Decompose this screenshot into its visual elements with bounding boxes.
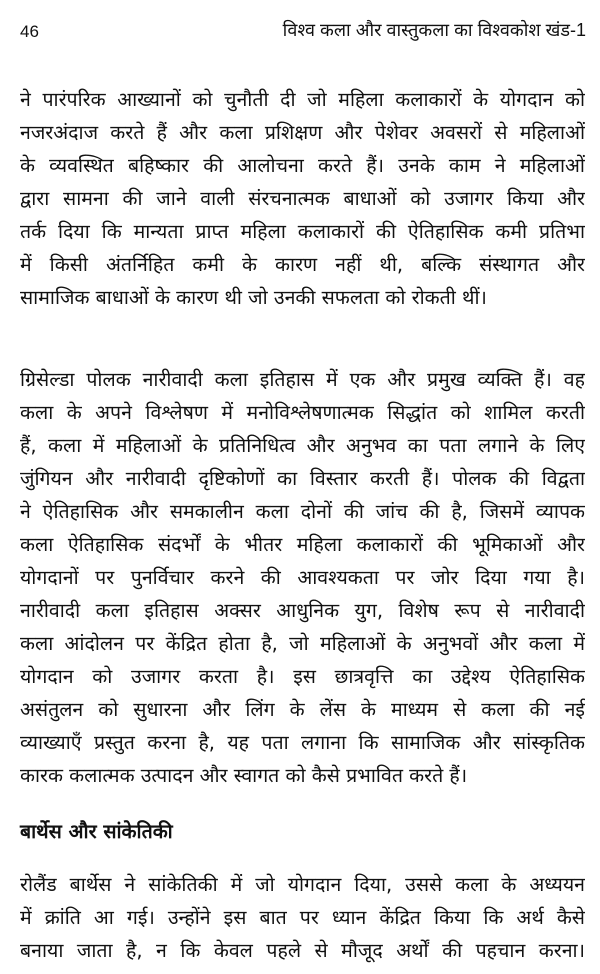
- text-line: नजरअंदाज करते हैं और कला प्रशिक्षण और पेशेवर अवसरों से महिलाओं: [20, 121, 585, 144]
- text-line: ग्रिसेल्डा पोलक नारीवादी कला इतिहास में एक और प्रमुख व्यक्ति हैं। वह: [20, 368, 585, 391]
- running-header: [20, 18, 586, 46]
- paragraph-roland-barthes: [20, 868, 585, 967]
- running-title: विश्व कला और वास्तुकला का विश्वकोश खंड-1: [282, 20, 586, 40]
- text-line: हैं, कला में महिलाओं के प्रतिनिधित्व और अनुभव का पता लगाने के लिए: [20, 434, 585, 457]
- text-line: असंतुलन को सुधारना और लिंग के लेंस के माध्यम से कला की नई: [20, 698, 585, 721]
- text-line: योगदान को उजागर करता है। इस छात्रवृत्ति का उद्देश्य ऐतिहासिक: [20, 665, 585, 688]
- text-line: ने पारंपरिक आख्यानों को चुनौती दी जो महिला कलाकारों के योगदान को: [20, 88, 585, 111]
- text-line: ने ऐतिहासिक और समकालीन कला दोनों की जांच की है, जिसमें व्यापक: [20, 500, 585, 523]
- text-line: में किसी अंतर्निहित कमी के कारण नहीं थी, बल्कि संस्थागत और: [20, 253, 585, 276]
- text-line: कला ऐतिहासिक संदर्भों के भीतर महिला कलाकारों की भूमिकाओं और: [20, 533, 585, 556]
- text-line: कला के अपने विश्लेषण में मनोविश्लेषणात्मक सिद्धांत को शामिल करती: [20, 401, 585, 424]
- text-line: व्याख्याएँ प्रस्तुत करना है, यह पता लगाना कि सामाजिक और सांस्कृतिक: [20, 731, 585, 754]
- text-line: सामाजिक बाधाओं के कारण थी जो उनकी सफलता को रोकती थीं।: [20, 286, 487, 309]
- paragraph-women-artists: [20, 83, 585, 314]
- text-line: कारक कलात्मक उत्पादन और स्वागत को कैसे प्रभावित करते हैं।: [20, 764, 468, 787]
- section-heading: बार्थेस और सांकेतिकी: [20, 820, 173, 843]
- text-line: द्वारा सामना की जाने वाली संरचनात्मक बाधाओं को उजागर किया और: [20, 187, 585, 210]
- text-line: जुंगियन और नारीवादी दृष्टिकोणों का विस्तार करती हैं। पोलक की विद्वता: [20, 467, 585, 490]
- text-line: नारीवादी कला इतिहास अक्सर आधुनिक युग, विशेष रूप से नारीवादी: [20, 599, 585, 622]
- text-line: कला आंदोलन पर केंद्रित होता है, जो महिलाओं के अनुभवों और कला में: [20, 632, 585, 655]
- text-line: रोलैंड बार्थेस ने सांकेतिकी में जो योगदान दिया, उससे कला के अध्ययन: [20, 873, 585, 896]
- page-number: 46: [20, 22, 39, 41]
- text-line: योगदानों पर पुनर्विचार करने की आवश्यकता पर जोर दिया गया है।: [20, 566, 585, 589]
- text-line: तर्क दिया कि मान्यता प्राप्त महिला कलाकारों की ऐतिहासिक कमी प्रतिभा: [20, 220, 585, 243]
- text-line: के व्यवस्थित बहिष्कार की आलोचना करते हैं। उनके काम ने महिलाओं: [20, 154, 585, 177]
- text-line: बनाया जाता है, न कि केवल पहले से मौजूद अर्थों की पहचान करना।: [20, 939, 585, 962]
- text-line: में क्रांति आ गई। उन्होंने इस बात पर ध्यान केंद्रित किया कि अर्थ कैसे: [20, 906, 585, 929]
- paragraph-griselda-pollock: [20, 363, 585, 792]
